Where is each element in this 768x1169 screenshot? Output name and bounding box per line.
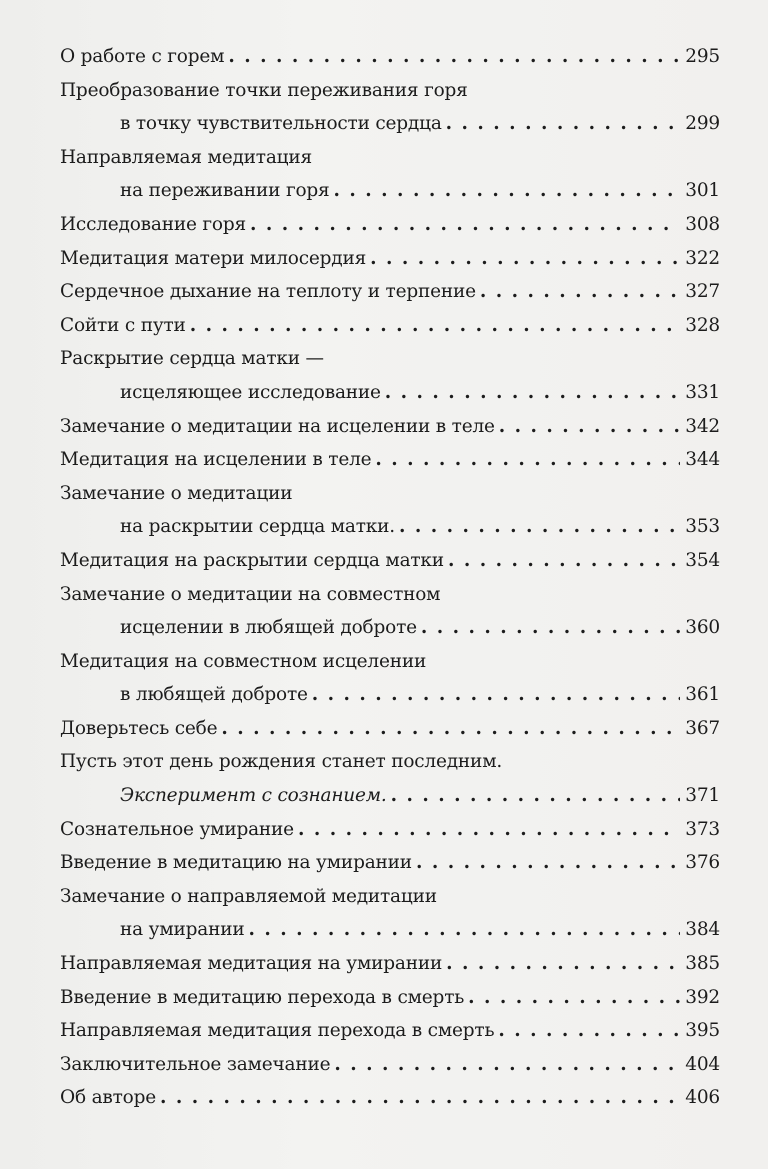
toc-page-number: 361 (685, 684, 720, 706)
dot-leader (312, 678, 680, 712)
dot-leader (499, 410, 680, 444)
toc-page-number: 373 (685, 818, 720, 840)
dot-leader (446, 947, 680, 981)
toc-page-number: 354 (685, 549, 720, 571)
toc-entry[interactable] (60, 477, 720, 544)
toc-entry-title: Сойти с пути (60, 314, 186, 336)
toc-entry-line (60, 1081, 720, 1115)
toc-entry-line (60, 913, 720, 947)
toc-entry-line (60, 1014, 720, 1048)
toc-entry-title: Замечание о направляемой медитации (60, 885, 437, 907)
dot-leader (448, 544, 680, 578)
toc-entry-line (60, 342, 720, 376)
toc-entry[interactable] (60, 1081, 720, 1115)
toc-page-number: 327 (685, 281, 720, 303)
toc-entry-line (60, 745, 720, 779)
toc-entry-title: Медитация матери милосердия (60, 247, 367, 269)
toc-page-number: 367 (685, 717, 720, 739)
toc-entry-line (60, 376, 720, 410)
toc-entry-title: в точку чувствительности сердца (120, 113, 442, 135)
dot-leader (250, 208, 680, 242)
toc-entry-line (60, 678, 720, 712)
dot-leader (375, 443, 680, 477)
toc-entry[interactable] (60, 74, 720, 141)
toc-entry[interactable] (60, 578, 720, 645)
dot-leader (160, 1081, 680, 1115)
toc-entry-title: Медитация на совместном исцелении (60, 650, 427, 672)
dot-leader (421, 611, 680, 645)
toc-entry-title: Раскрытие сердца матки — (60, 348, 324, 370)
toc-entry-title: Сознательное умирание (60, 818, 294, 840)
table-of-contents (60, 40, 720, 1115)
dot-leader (334, 174, 680, 208)
toc-entry-line (60, 611, 720, 645)
toc-entry-line (60, 645, 720, 679)
toc-entry-title: исцелении в любящей доброте (120, 617, 417, 639)
toc-entry-title: Замечание о медитации на совместном (60, 583, 441, 605)
toc-entry-title: Введение в медитацию на умирании (60, 852, 412, 874)
toc-entry-line (60, 947, 720, 981)
toc-entry-line (60, 544, 720, 578)
toc-entry-title: Пусть этот день рождения станет последним. (60, 751, 503, 773)
toc-entry[interactable] (60, 813, 720, 847)
dot-leader (249, 913, 680, 947)
toc-page-number: 353 (685, 516, 720, 538)
toc-entry-title: Сердечное дыхание на теплоту и терпение (60, 281, 476, 303)
dot-leader (298, 813, 680, 847)
toc-entry[interactable] (60, 141, 720, 208)
toc-entry-line (60, 74, 720, 108)
toc-page-number: 385 (685, 953, 720, 975)
toc-entry-line (60, 174, 720, 208)
toc-entry[interactable] (60, 242, 720, 276)
toc-entry-title: Исследование горя (60, 213, 246, 235)
toc-entry-title: Введение в медитацию перехода в смерть (60, 986, 465, 1008)
toc-entry[interactable] (60, 947, 720, 981)
toc-entry[interactable] (60, 410, 720, 444)
toc-entry[interactable] (60, 880, 720, 947)
toc-entry-line (60, 40, 720, 74)
toc-entry-title: Направляемая медитация на умирании (60, 953, 443, 975)
toc-entry-line (60, 779, 720, 813)
toc-page-number: 308 (685, 213, 720, 235)
toc-entry-line (60, 846, 720, 880)
toc-page-number: 384 (685, 919, 720, 941)
dot-leader (334, 1048, 680, 1082)
toc-entry-title: Направляемая медитация (60, 146, 312, 168)
toc-entry[interactable] (60, 745, 720, 812)
toc-page-number: 404 (685, 1053, 720, 1075)
toc-entry[interactable] (60, 275, 720, 309)
toc-entry-title: Преобразование точки переживания горя (60, 79, 468, 101)
toc-entry-line (60, 880, 720, 914)
toc-page-number: 392 (685, 986, 720, 1008)
dot-leader (468, 981, 680, 1015)
toc-entry-line (60, 309, 720, 343)
toc-entry-title: Медитация на раскрытии сердца матки (60, 549, 444, 571)
toc-page-number: 395 (685, 1020, 720, 1042)
toc-page-number: 328 (685, 314, 720, 336)
toc-entry-title: на переживании горя (120, 180, 330, 202)
toc-page-number: 322 (685, 247, 720, 269)
toc-entry[interactable] (60, 443, 720, 477)
toc-entry-line (60, 477, 720, 511)
dot-leader (385, 376, 680, 410)
toc-entry-title: на раскрытии сердца матки. (120, 516, 395, 538)
toc-page-number: 301 (685, 180, 720, 202)
toc-entry-line (60, 275, 720, 309)
toc-page-number: 342 (685, 415, 720, 437)
toc-entry-title: Доверьтесь себе (60, 717, 218, 739)
toc-entry[interactable] (60, 309, 720, 343)
toc-entry-line (60, 443, 720, 477)
toc-entry-line (60, 981, 720, 1015)
toc-entry[interactable] (60, 981, 720, 1015)
toc-entry[interactable] (60, 1048, 720, 1082)
toc-page-number: 371 (685, 785, 720, 807)
toc-entry-title: Замечание о медитации (60, 482, 293, 504)
dot-leader (370, 242, 680, 276)
toc-page-number: 406 (685, 1087, 720, 1109)
toc-entry-title: О работе с горем (60, 46, 225, 67)
toc-entry-line (60, 208, 720, 242)
toc-entry[interactable] (60, 40, 720, 74)
toc-entry[interactable] (60, 544, 720, 578)
toc-entry[interactable] (60, 712, 720, 746)
toc-page-number: 360 (685, 617, 720, 639)
dot-leader (446, 107, 680, 141)
toc-entry-title: Направляемая медитация перехода в смерть (60, 1020, 495, 1042)
toc-entry-line (60, 578, 720, 612)
toc-entry[interactable] (60, 1014, 720, 1048)
toc-entry-title: Об авторе (60, 1087, 156, 1109)
toc-entry[interactable] (60, 208, 720, 242)
toc-entry-line (60, 712, 720, 746)
toc-page-number: 331 (685, 381, 720, 403)
dot-leader (498, 1014, 680, 1048)
toc-entry-title: на умирании (120, 919, 245, 941)
dot-leader (391, 779, 680, 813)
toc-entry-title: Заключительное замечание (60, 1053, 331, 1075)
toc-entry-title: исцеляющее исследование (120, 381, 381, 403)
toc-entry-title: Эксперимент с сознанием. (120, 785, 387, 807)
dot-leader (416, 846, 680, 880)
toc-entry[interactable] (60, 342, 720, 409)
toc-entry-line (60, 813, 720, 847)
toc-entry-line (60, 1048, 720, 1082)
toc-entry-title: в любящей доброте (120, 684, 308, 706)
toc-entry-title: Медитация на исцелении в теле (60, 449, 372, 471)
toc-entry-line (60, 242, 720, 276)
toc-entry[interactable] (60, 846, 720, 880)
toc-page-number: 344 (685, 449, 720, 471)
toc-entry-title: Замечание о медитации на исцелении в теле (60, 415, 495, 437)
dot-leader (480, 275, 680, 309)
toc-entry-line (60, 510, 720, 544)
dot-leader (399, 510, 680, 544)
dot-leader (221, 712, 680, 746)
toc-page-number: 295 (685, 46, 720, 67)
toc-entry-line (60, 410, 720, 444)
toc-page-number: 299 (685, 113, 720, 135)
toc-page-number: 376 (685, 852, 720, 874)
toc-entry[interactable] (60, 645, 720, 712)
dot-leader (228, 40, 680, 74)
dot-leader (190, 309, 680, 343)
toc-entry-line (60, 141, 720, 175)
toc-entry-line (60, 107, 720, 141)
